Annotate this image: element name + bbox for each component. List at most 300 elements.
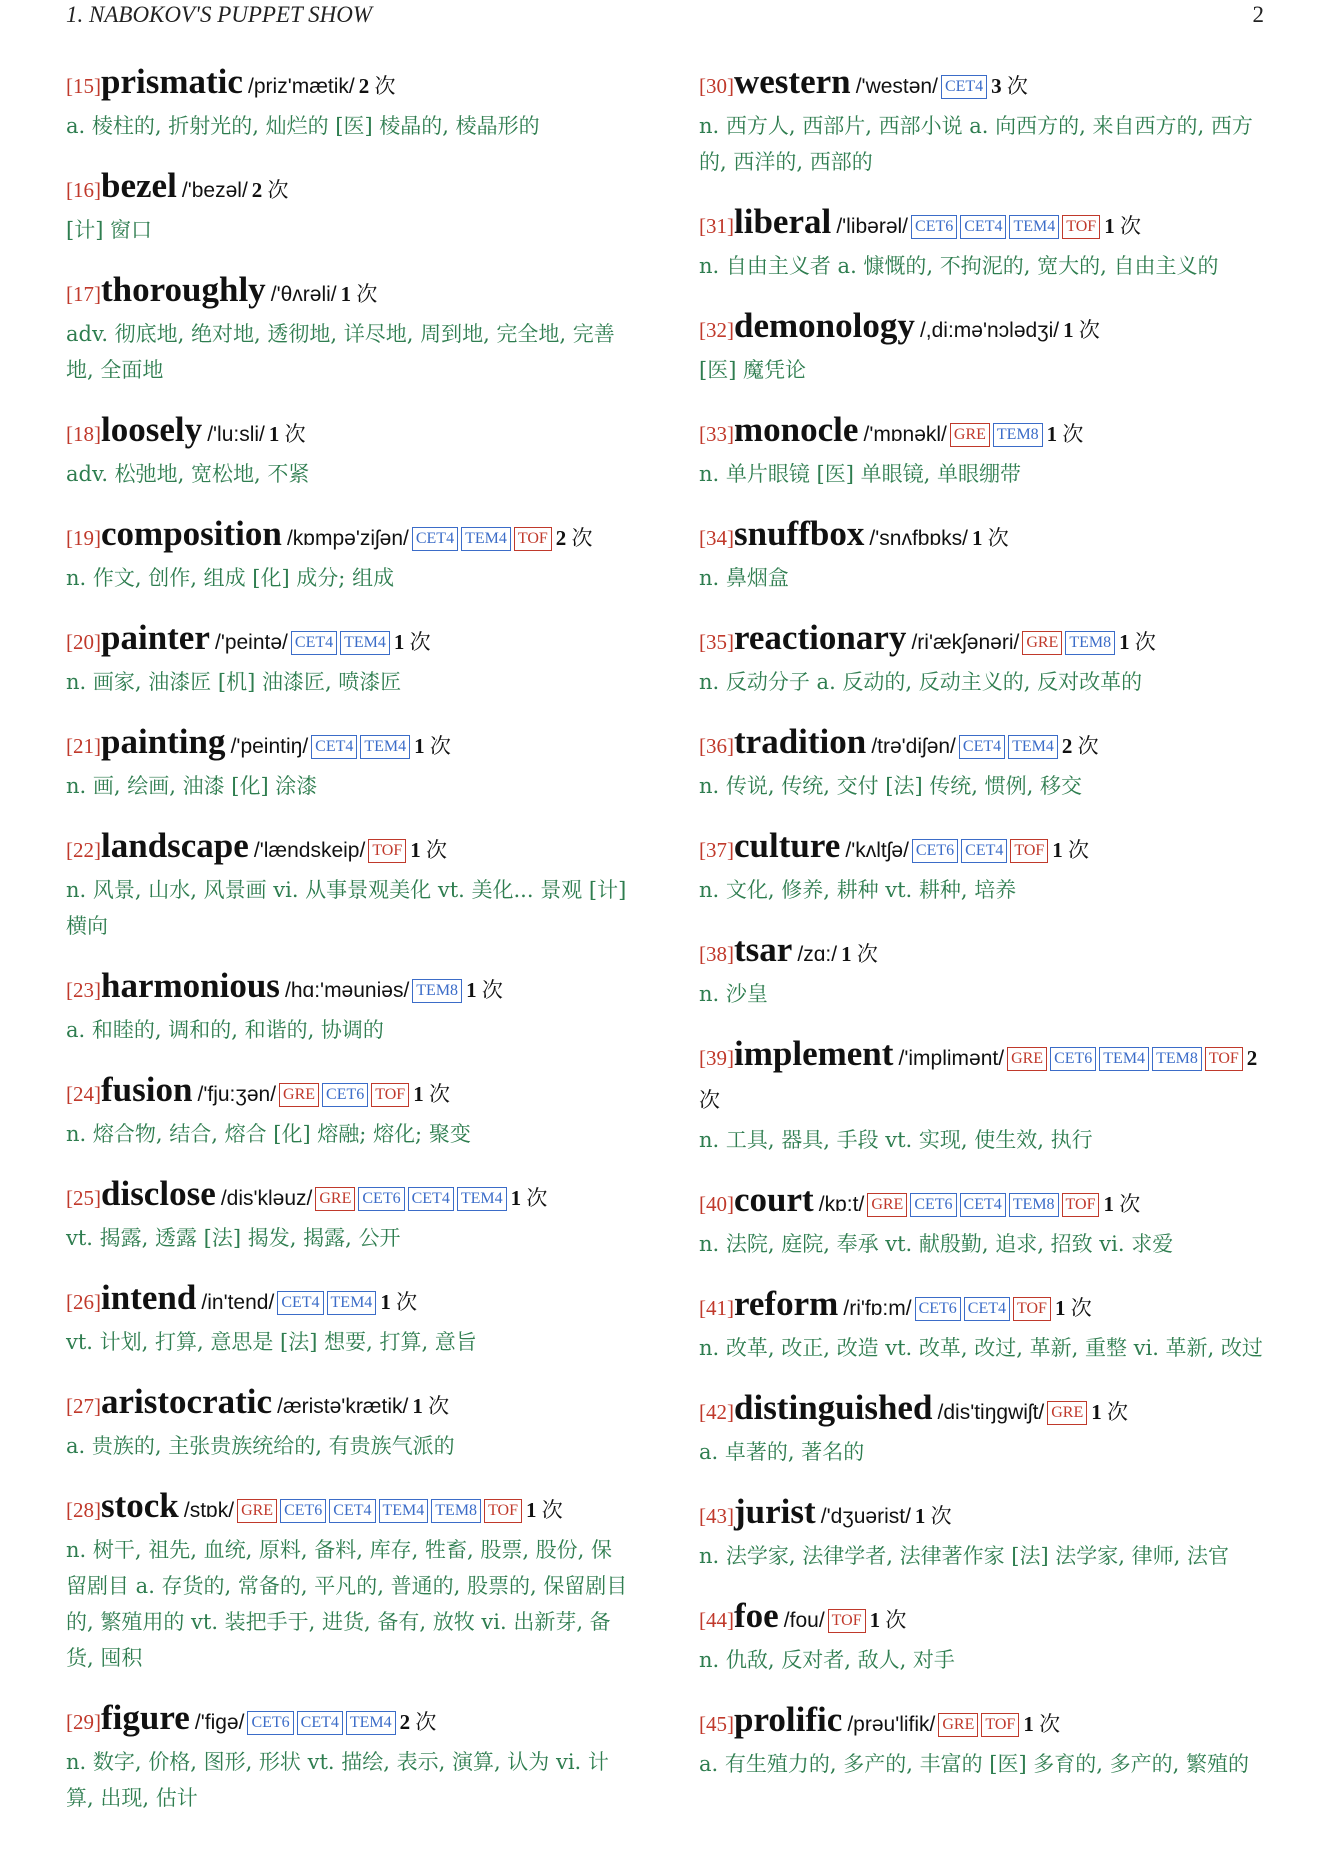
headword: demonology [734, 306, 915, 345]
exam-tag-badge: CET6 [911, 215, 957, 239]
count-number: 1 [380, 1290, 391, 1314]
vocab-entry [66, 1174, 633, 1256]
count-number: 1 [410, 838, 421, 862]
definition: n. 风景, 山水, 风景画 vi. 从事景观美化 vt. 美化... 景观 [计] 横向 [66, 878, 627, 938]
vocab-entry [699, 1700, 1266, 1782]
count-number: 1 [1119, 630, 1130, 654]
exam-tag-badge: TOF [514, 527, 552, 551]
entry-number: [32] [699, 318, 734, 342]
occurrence-count [341, 282, 378, 306]
entry-headline [66, 166, 633, 212]
vocab-entry [699, 930, 1266, 1012]
count-number: 1 [412, 1394, 423, 1418]
entry-number: [30] [699, 74, 734, 98]
count-number: 1 [340, 282, 352, 306]
vocab-entry [699, 1034, 1266, 1158]
exam-tag-badge: TEM4 [346, 1711, 396, 1735]
entry-headline [699, 618, 1266, 664]
phonetic: /'θʌrəli/ [270, 283, 337, 306]
headword: thoroughly [101, 270, 266, 309]
headword: harmonious [101, 966, 280, 1005]
phonetic: /dis'tiŋgwiʃt/ [937, 1401, 1045, 1424]
occurrence-count [1063, 318, 1100, 342]
entry-number: [40] [699, 1192, 734, 1216]
headword: painter [101, 618, 210, 657]
occurrence-count [556, 526, 593, 550]
entry-headline [699, 826, 1266, 872]
entry-headline [699, 1034, 1266, 1122]
count-number: 1 [971, 526, 983, 550]
entry-number: [29] [66, 1710, 101, 1734]
count-number: 1 [1063, 318, 1074, 342]
exam-tag-badge: TEM4 [461, 527, 511, 551]
exam-tag-badge: TEM8 [1152, 1047, 1202, 1071]
exam-tag-badge: GRE [315, 1187, 355, 1211]
exam-tag-badge: TOF [981, 1713, 1019, 1737]
headword: prolific [734, 1700, 843, 1739]
exam-tag-badge: CET6 [910, 1193, 956, 1217]
chapter-title: 1. NABOKOV'S PUPPET SHOW [66, 2, 373, 27]
count-number: 1 [510, 1186, 522, 1210]
phonetic: /'dʒuərist/ [820, 1505, 911, 1528]
phonetic: /,di:mə'nɔlədʒi/ [919, 319, 1060, 342]
definition: adv. 彻底地, 绝对地, 透彻地, 详尽地, 周到地, 完全地, 完善地, 全面地 [66, 322, 615, 382]
occurrence-count [1052, 838, 1089, 862]
entry-headline [66, 62, 633, 108]
vocab-entry [66, 1698, 633, 1816]
exam-tag-badge: GRE [237, 1499, 277, 1523]
entry-headline [66, 1486, 633, 1532]
headword: bezel [101, 166, 177, 205]
entry-number: [42] [699, 1400, 734, 1424]
entry-number: [38] [699, 942, 734, 966]
count-number: 2 [1246, 1046, 1258, 1070]
entry-number: [35] [699, 630, 734, 654]
count-number: 2 [555, 526, 567, 550]
count-suffix: 次 [396, 1290, 418, 1314]
occurrence-count [414, 734, 451, 758]
phonetic: /priz'mætik/ [248, 75, 355, 98]
count-suffix: 次 [987, 526, 1009, 550]
phonetic: /'fju:ʒən/ [197, 1083, 277, 1106]
vocab-entry [66, 1278, 633, 1360]
count-number: 1 [914, 1504, 926, 1528]
exam-tag-badge: CET4 [297, 1711, 343, 1735]
vocab-entry [699, 514, 1266, 596]
entry-number: [28] [66, 1498, 101, 1522]
vocab-entry [699, 826, 1266, 908]
entry-number: [22] [66, 838, 101, 862]
headword: tsar [734, 930, 793, 969]
exam-tag-badge: TOF [1010, 839, 1048, 863]
phonetic: /in'tend/ [201, 1291, 275, 1314]
definition: n. 作文, 创作, 组成 [化] 成分; 组成 [66, 566, 395, 590]
entry-headline [699, 1388, 1266, 1434]
entry-number: [20] [66, 630, 101, 654]
count-number: 1 [393, 630, 405, 654]
definition: n. 仇敌, 反对者, 敌人, 对手 [699, 1648, 955, 1672]
count-number: 1 [1046, 422, 1058, 446]
exam-tag-badge: TEM4 [327, 1291, 377, 1315]
definition: n. 沙皇 [699, 982, 768, 1006]
entry-number: [36] [699, 734, 734, 758]
count-suffix: 次 [356, 282, 378, 306]
count-suffix: 次 [481, 978, 503, 1002]
entry-headline [699, 514, 1266, 560]
exam-tag-badge: TOF [1205, 1047, 1243, 1071]
occurrence-count [410, 838, 447, 862]
definition: n. 传说, 传统, 交付 [法] 传统, 惯例, 移交 [699, 774, 1083, 798]
vocab-entry [699, 306, 1266, 388]
headword: stock [101, 1486, 179, 1525]
exam-tag-badge: TOF [828, 1609, 866, 1633]
exam-tag-badge: TEM4 [1099, 1047, 1149, 1071]
exam-tag-badge: CET4 [408, 1187, 454, 1211]
occurrence-count [1055, 1296, 1092, 1320]
exam-tag-badge: CET6 [358, 1187, 404, 1211]
headword: figure [101, 1698, 190, 1737]
count-suffix: 次 [1077, 734, 1099, 758]
vocab-entry [66, 514, 633, 596]
entry-headline [66, 1070, 633, 1116]
phonetic: /zɑ:/ [797, 943, 838, 966]
headword: snuffbox [734, 514, 865, 553]
definition: n. 单片眼镜 [医] 单眼镜, 单眼绷带 [699, 462, 1021, 486]
count-suffix: 次 [426, 838, 447, 862]
entry-number: [37] [699, 838, 734, 862]
entry-headline [66, 826, 633, 872]
exam-tag-badge: TEM4 [360, 735, 410, 759]
occurrence-count [870, 1608, 907, 1632]
vocab-entry [699, 62, 1266, 180]
count-number: 1 [1091, 1400, 1102, 1424]
headword: landscape [101, 826, 249, 865]
headword: distinguished [734, 1388, 933, 1427]
entry-number: [31] [699, 214, 734, 238]
occurrence-count [526, 1498, 563, 1522]
count-suffix: 次 [1119, 1192, 1141, 1216]
exam-tag-badge: CET4 [311, 735, 357, 759]
entry-headline [66, 966, 633, 1012]
occurrence-count [972, 526, 1009, 550]
phonetic: /'peintə/ [214, 631, 288, 654]
entry-headline [66, 1382, 633, 1428]
count-number: 1 [466, 978, 477, 1002]
headword: disclose [101, 1174, 216, 1213]
count-number: 2 [251, 178, 263, 202]
exam-tag-badge: TOF [1013, 1297, 1051, 1321]
definition: a. 有生殖力的, 多产的, 丰富的 [医] 多育的, 多产的, 繁殖的 [699, 1752, 1250, 1776]
entry-number: [41] [699, 1296, 734, 1320]
phonetic: /'implimənt/ [898, 1047, 1005, 1070]
count-number: 3 [991, 74, 1002, 98]
definition: n. 树干, 祖先, 血统, 原料, 备料, 库存, 牲畜, 股票, 股份, 保留剧目 a. 存货的, 常备的, 平凡的, 普通的, 股票的, 保留剧目的, 繁殖用的 vt. 装把手于, 进货, 备有, 放牧 vi. 出新芽, 备货, 囤积 [66, 1538, 628, 1670]
vocab-entry [66, 410, 633, 492]
exam-tag-badge: TOF [1062, 1193, 1100, 1217]
headword: intend [101, 1278, 197, 1317]
occurrence-count [991, 74, 1028, 98]
count-suffix: 次 [428, 1082, 450, 1106]
exam-tag-badge: TOF [484, 1499, 522, 1523]
exam-tag-badge: GRE [938, 1713, 978, 1737]
entry-headline [66, 514, 633, 560]
exam-tag-badge: GRE [279, 1083, 319, 1107]
occurrence-count [1062, 734, 1099, 758]
occurrence-count [1091, 1400, 1128, 1424]
exam-tag-badge: CET6 [915, 1297, 961, 1321]
definition: n. 西方人, 西部片, 西部小说 a. 向西方的, 来自西方的, 西方的, 西洋的, 西部的 [699, 114, 1253, 174]
exam-tag-badge: CET4 [291, 631, 337, 655]
exam-tag-badge: GRE [1007, 1047, 1047, 1071]
entry-headline [699, 1700, 1266, 1746]
count-suffix: 次 [856, 942, 878, 966]
entry-headline [66, 1278, 633, 1324]
occurrence-count [413, 1082, 450, 1106]
exam-tag-badge: TOF [1062, 215, 1100, 239]
exam-tag-badge: TEM8 [1009, 1193, 1059, 1217]
count-suffix: 次 [1119, 214, 1141, 238]
entry-headline [699, 410, 1266, 456]
exam-tag-badge: CET6 [280, 1499, 326, 1523]
exam-tag-badge: CET4 [329, 1499, 375, 1523]
count-suffix: 次 [428, 1394, 450, 1418]
phonetic: /'bezəl/ [181, 179, 248, 202]
headword: aristocratic [101, 1382, 273, 1421]
headword: court [734, 1180, 814, 1219]
occurrence-count [466, 978, 503, 1002]
exam-tag-badge: TEM8 [993, 423, 1043, 447]
exam-tag-badge: CET4 [964, 1297, 1010, 1321]
vocab-entry [699, 722, 1266, 804]
exam-tag-badge: TEM4 [340, 631, 390, 655]
headword: foe [734, 1596, 779, 1635]
vocabulary-columns [66, 62, 1266, 1838]
phonetic: /'lu:sli/ [207, 423, 265, 446]
entry-number: [43] [699, 1504, 734, 1528]
definition: n. 画, 绘画, 油漆 [化] 涂漆 [66, 774, 318, 798]
definition: n. 自由主义者 a. 慷慨的, 不拘泥的, 宽大的, 自由主义的 [699, 254, 1219, 278]
phonetic: /'mɒnəkl/ [863, 423, 947, 446]
definition: n. 工具, 器具, 手段 vt. 实现, 使生效, 执行 [699, 1128, 1093, 1152]
phonetic: /'libərəl/ [836, 215, 909, 238]
exam-tag-badge: CET6 [912, 839, 958, 863]
vocab-entry [66, 270, 633, 388]
headword: culture [734, 826, 841, 865]
entry-number: [39] [699, 1046, 734, 1070]
count-suffix: 次 [429, 734, 451, 758]
count-number: 1 [1103, 1192, 1114, 1216]
page-header [66, 0, 1264, 30]
phonetic: /'peintiŋ/ [230, 735, 309, 758]
exam-tag-badge: GRE [1047, 1401, 1087, 1425]
occurrence-count [380, 1290, 417, 1314]
vocab-entry [699, 1284, 1266, 1366]
count-number: 2 [358, 74, 370, 98]
occurrence-count [841, 942, 878, 966]
phonetic: /hɑ:'məuniəs/ [285, 979, 410, 1002]
phonetic: /kɒmpə'ziʃən/ [286, 527, 409, 550]
count-suffix: 次 [526, 1186, 548, 1210]
entry-number: [33] [699, 422, 734, 446]
definition: [医] 魔凭论 [699, 358, 807, 382]
vocab-entry [66, 1070, 633, 1152]
definition: a. 贵族的, 主张贵族统给的, 有贵族气派的 [66, 1434, 455, 1458]
occurrence-count [412, 1394, 449, 1418]
count-suffix: 次 [1006, 74, 1028, 98]
definition: a. 和睦的, 调和的, 和谐的, 协调的 [66, 1018, 384, 1042]
page-number: 2 [1252, 2, 1264, 27]
vocab-entry [66, 166, 633, 248]
count-number: 1 [1023, 1712, 1034, 1736]
phonetic: /'lændskeip/ [253, 839, 366, 862]
definition: n. 改革, 改正, 改造 vt. 改革, 改过, 革新, 重整 vi. 革新, 改过 [699, 1336, 1263, 1360]
entry-number: [19] [66, 526, 101, 550]
occurrence-count [511, 1186, 548, 1210]
entry-number: [24] [66, 1082, 101, 1106]
exam-tag-badge: TEM4 [457, 1187, 507, 1211]
occurrence-count [1119, 630, 1156, 654]
entry-headline [66, 270, 633, 316]
entry-headline [699, 202, 1266, 248]
count-number: 1 [413, 1082, 424, 1106]
phonetic: /fou/ [783, 1609, 825, 1632]
occurrence-count [915, 1504, 952, 1528]
headword: western [734, 62, 851, 101]
definition: n. 鼻烟盒 [699, 566, 789, 590]
entry-headline [66, 1698, 633, 1744]
count-suffix: 次 [1070, 1296, 1092, 1320]
count-suffix: 次 [374, 74, 396, 98]
headword: loosely [101, 410, 203, 449]
vocab-entry [66, 1486, 633, 1676]
phonetic: /stɒk/ [183, 1499, 235, 1522]
phonetic: /'figə/ [194, 1711, 245, 1734]
vocab-entry [66, 966, 633, 1048]
exam-tag-badge: GRE [950, 423, 990, 447]
entry-number: [15] [66, 74, 101, 98]
headword: liberal [734, 202, 832, 241]
exam-tag-badge: TOF [371, 1083, 409, 1107]
exam-tag-badge: GRE [1022, 631, 1062, 655]
entry-headline [699, 306, 1266, 352]
occurrence-count [1104, 214, 1141, 238]
entry-headline [66, 410, 633, 456]
definition: n. 法院, 庭院, 奉承 vt. 献殷勤, 追求, 招致 vi. 求爱 [699, 1232, 1174, 1256]
exam-tag-badge: TEM8 [1065, 631, 1115, 655]
exam-tag-badge: CET4 [277, 1291, 323, 1315]
vocab-entry [66, 618, 633, 700]
headword: jurist [734, 1492, 816, 1531]
headword: tradition [734, 722, 867, 761]
headword: fusion [101, 1070, 193, 1109]
definition: a. 棱柱的, 折射光的, 灿烂的 [医] 棱晶的, 棱晶形的 [66, 114, 540, 138]
count-number: 1 [869, 1608, 881, 1632]
count-number: 1 [1054, 1296, 1066, 1320]
entry-headline [699, 722, 1266, 768]
entry-number: [27] [66, 1394, 101, 1418]
definition: a. 卓著的, 著名的 [699, 1440, 865, 1464]
phonetic: /'snʌfbɒks/ [869, 527, 968, 550]
entry-number: [45] [699, 1712, 734, 1736]
count-number: 1 [268, 422, 280, 446]
count-suffix: 次 [1068, 838, 1090, 862]
vocab-entry [699, 1388, 1266, 1470]
exam-tag-badge: CET4 [412, 527, 458, 551]
headword: painting [101, 722, 226, 761]
entry-number: [21] [66, 734, 101, 758]
occurrence-count [394, 630, 431, 654]
vocab-entry [699, 202, 1266, 284]
entry-number: [34] [699, 526, 734, 550]
entry-number: [26] [66, 1290, 101, 1314]
exam-tag-badge: TEM4 [1008, 735, 1058, 759]
phonetic: /ri'fɒ:m/ [843, 1297, 912, 1320]
entry-headline [699, 1492, 1266, 1538]
count-number: 2 [1061, 734, 1073, 758]
definition: vt. 揭露, 透露 [法] 揭发, 揭露, 公开 [66, 1226, 401, 1250]
entry-number: [16] [66, 178, 101, 202]
definition: n. 数字, 价格, 图形, 形状 vt. 描绘, 表示, 演算, 认为 vi. 计算, 出现, 估计 [66, 1750, 609, 1810]
vocab-entry [699, 1180, 1266, 1262]
exam-tag-badge: TOF [368, 839, 406, 863]
entry-headline [699, 930, 1266, 976]
right-column [699, 62, 1266, 1838]
headword: prismatic [101, 62, 243, 101]
count-suffix: 次 [885, 1608, 907, 1632]
phonetic: /trə'diʃən/ [871, 735, 956, 758]
entry-headline [699, 1180, 1266, 1226]
count-suffix: 次 [1062, 422, 1084, 446]
exam-tag-badge: GRE [867, 1193, 907, 1217]
count-suffix: 次 [415, 1710, 437, 1734]
phonetic: /prəu'lifik/ [847, 1713, 936, 1736]
count-suffix: 次 [541, 1498, 563, 1522]
vocab-entry [699, 410, 1266, 492]
exam-tag-badge: CET4 [960, 1193, 1006, 1217]
count-suffix: 次 [284, 422, 306, 446]
occurrence-count [1103, 1192, 1140, 1216]
exam-tag-badge: CET4 [960, 215, 1006, 239]
entry-number: [44] [699, 1608, 734, 1632]
phonetic: /kɒ:t/ [818, 1193, 865, 1216]
count-number: 2 [399, 1710, 411, 1734]
vocab-entry [66, 1382, 633, 1464]
count-suffix: 次 [930, 1504, 952, 1528]
count-number: 1 [1052, 838, 1063, 862]
vocab-entry [66, 722, 633, 804]
phonetic: /ri'ækʃənəri/ [911, 631, 1020, 654]
definition: [计] 窗口 [66, 218, 153, 242]
left-column [66, 62, 633, 1838]
occurrence-count [1047, 422, 1084, 446]
occurrence-count [269, 422, 306, 446]
entry-headline [66, 1174, 633, 1220]
exam-tag-badge: TEM4 [379, 1499, 429, 1523]
definition: n. 文化, 修养, 耕种 vt. 耕种, 培养 [699, 878, 1017, 902]
count-number: 1 [526, 1498, 537, 1522]
vocab-entry [66, 62, 633, 144]
exam-tag-badge: CET6 [1050, 1047, 1096, 1071]
definition: n. 画家, 油漆匠 [机] 油漆匠, 喷漆匠 [66, 670, 402, 694]
occurrence-count [400, 1710, 437, 1734]
definition: adv. 松弛地, 宽松地, 不紧 [66, 462, 310, 486]
entry-headline [699, 1284, 1266, 1330]
exam-tag-badge: TEM4 [1009, 215, 1059, 239]
occurrence-count [359, 74, 396, 98]
count-suffix: 次 [571, 526, 593, 550]
definition: n. 反动分子 a. 反动的, 反动主义的, 反对改革的 [699, 670, 1143, 694]
entry-headline [699, 62, 1266, 108]
